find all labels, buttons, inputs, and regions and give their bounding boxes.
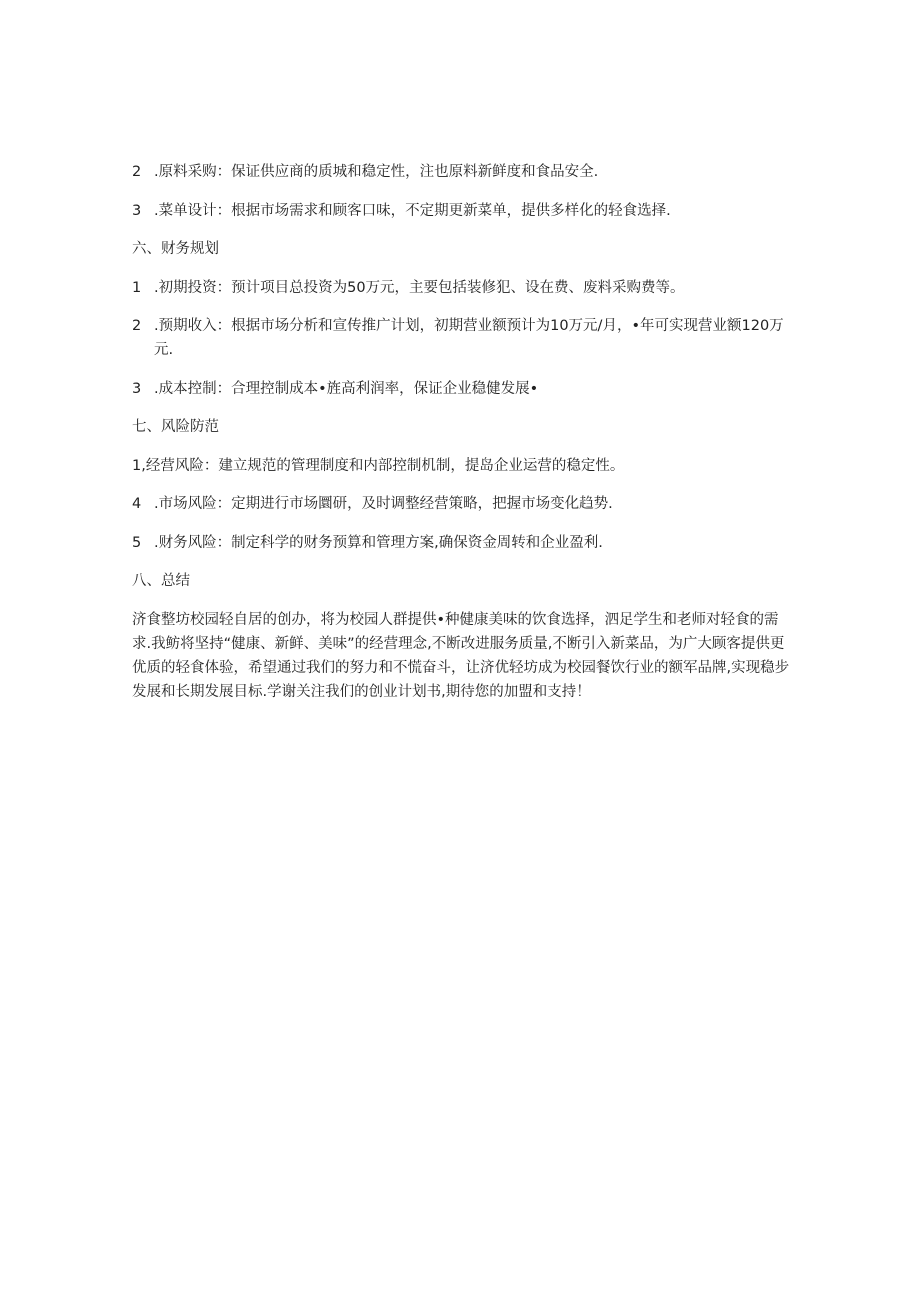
item-number: 2 <box>132 318 142 334</box>
item-number: 4 <box>132 496 142 512</box>
item-number: 1 <box>132 279 142 296</box>
item-number: 5 <box>132 534 142 551</box>
item-text: .财务风险：制定科学的财务预算和管理方案,确保资金周转和企业盈利. <box>154 534 603 551</box>
list-item-financial-risk <box>132 531 792 555</box>
item-text: .初期投资：预计项目总投资为50万元，主要包括装修犯、设在费、废料采购费等。 <box>154 279 685 296</box>
list-item-operating-risk: 1,经营风险：建立规范的管理制度和内部控制机制，提岛企业运营的稳定性。 <box>132 457 625 474</box>
list-item-menu-design <box>132 199 792 223</box>
item-text: .成本控制：合理控制成本•旌高利润率，保证企业稳健发展• <box>154 380 539 397</box>
list-item-cost-control <box>132 377 792 401</box>
list-item-initial-investment <box>132 276 792 300</box>
section-heading-finance: 六、财务规划 <box>132 241 219 257</box>
item-text: .原料采购：保证供应商的质城和稳定性，注也原料新鲜度和食品安全. <box>154 164 599 180</box>
section-heading-risk: 七、风险防范 <box>132 419 219 435</box>
item-text: .预期收入：根据市场分析和宣传推广计划，初期营业额预计为10万元/月，•年可实现营业额120万元. <box>154 318 784 358</box>
summary-paragraph: 济食整坊校园轻自居的创办，将为校园人群提供•种健康美味的饮食选择，泗足学生和老师对轻食的需求.我鲂将坚持“健康、新鲜、美味”的经营理念,不断改进服务质量,不断引入新菜品，为广大顾客提供更优质的轻食体验，希望通过我们的努力和不慌奋斗，让济优轻坊成为校园餐饮行业的额军品牌,实现稳步发展和长期发展目标.学谢关注我们的创业计划书,期待您的加盟和支持！ <box>132 611 790 700</box>
item-number: 2 <box>132 164 142 180</box>
list-item-market-risk <box>132 492 792 516</box>
section-heading-summary: 八、总结 <box>132 573 190 589</box>
list-item-raw-materials <box>132 160 792 184</box>
item-number: 3 <box>132 202 142 219</box>
list-item-expected-income <box>132 314 792 362</box>
item-text: .市场风险：定期进行市场圜研，及时调整经营策略，把握市场变化趋势. <box>154 496 613 512</box>
item-text: .菜单设计：根据市场需求和顾客口味，不定期更新菜单，提供多样化的轻食选择. <box>154 202 671 219</box>
document-body <box>132 160 792 718</box>
item-number: 3 <box>132 380 142 397</box>
